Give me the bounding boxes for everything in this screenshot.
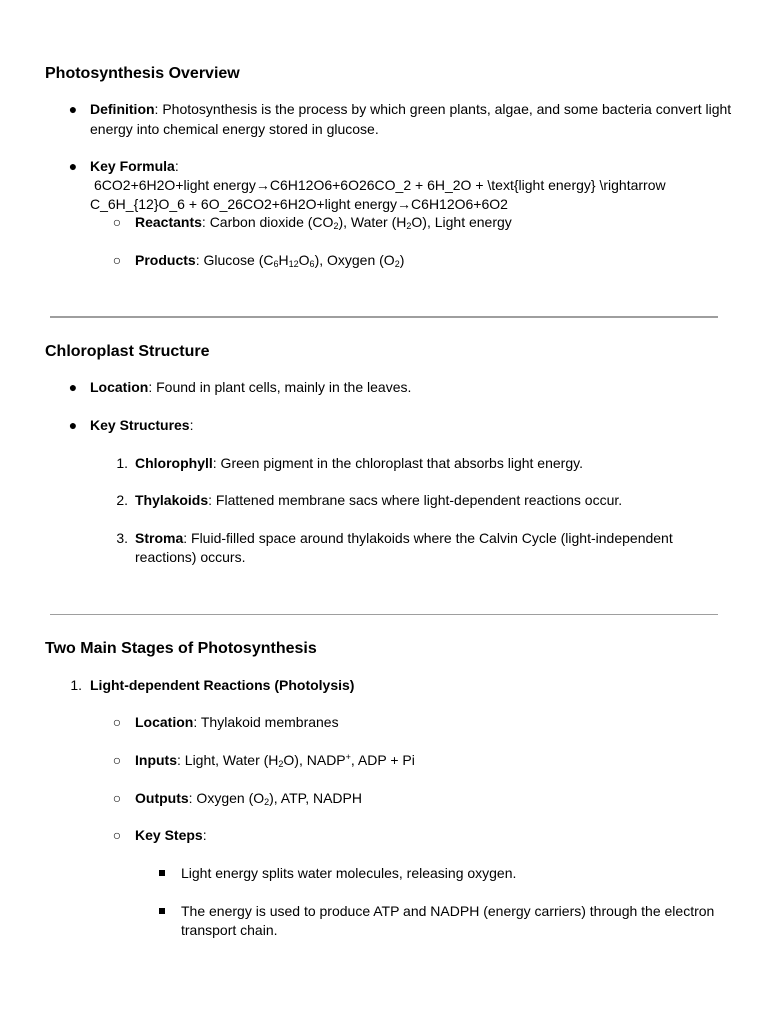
bullet-marker: ● bbox=[68, 417, 78, 433]
section-heading-chloroplast: Chloroplast Structure bbox=[45, 343, 210, 360]
circle-marker: ○ bbox=[112, 252, 122, 268]
location-label: Location bbox=[135, 714, 194, 730]
square-bullet-icon bbox=[159, 870, 165, 876]
definition-text: : Photosynthesis is the process by which green plants, algae, and some bacteria convert light bbox=[154, 101, 732, 117]
subscript: 2 bbox=[406, 221, 412, 231]
reactants-text: ), Water (H bbox=[338, 214, 407, 230]
key-formula-colon: : bbox=[174, 158, 179, 174]
stroma-label: Stroma bbox=[135, 530, 184, 546]
products-text: H bbox=[278, 252, 289, 268]
location-text: : Found in plant cells, mainly in the leaves. bbox=[148, 379, 412, 395]
products-label: Products bbox=[135, 252, 196, 268]
superscript: + bbox=[345, 752, 351, 762]
reactants-text: O), Light energy bbox=[411, 214, 512, 230]
thylakoids-item bbox=[135, 491, 622, 510]
reactants-item bbox=[135, 213, 512, 232]
inputs-text: , ADP + Pi bbox=[350, 752, 415, 768]
reactants-text: : Carbon dioxide (CO bbox=[201, 214, 334, 230]
subscript: 2 bbox=[264, 797, 270, 807]
step-item: Light energy splits water molecules, releasing oxygen. bbox=[181, 865, 517, 881]
list-number: 1. bbox=[116, 455, 128, 471]
subscript: 6 bbox=[309, 259, 315, 269]
circle-marker: ○ bbox=[112, 827, 122, 843]
stage1-title-text: Light-dependent Reactions (Photolysis) bbox=[90, 677, 355, 693]
inputs-label: Inputs bbox=[135, 752, 177, 768]
inputs-text: O), NADP bbox=[283, 752, 346, 768]
circle-marker: ○ bbox=[112, 790, 122, 806]
key-structures-label: Key Structures bbox=[90, 417, 190, 433]
subscript: 2 bbox=[394, 259, 400, 269]
products-text: : Glucose (C bbox=[195, 252, 274, 268]
key-formula-line2: C_6H_{12}O_6 + 6O_26CO2+6H2O+light energy→C6H12O6+6O2 bbox=[90, 196, 508, 212]
location-label: Location bbox=[90, 379, 149, 395]
products-text: ) bbox=[399, 252, 405, 268]
subscript: 2 bbox=[278, 759, 284, 769]
thylakoids-label: Thylakoids bbox=[135, 492, 209, 508]
stroma-text: : Fluid-filled space around thylakoids where the Calvin Cycle (light-independent bbox=[183, 530, 673, 546]
key-structures-item bbox=[90, 416, 193, 435]
outputs-text: ), ATP, NADPH bbox=[269, 790, 362, 806]
step-item-line2: transport chain. bbox=[181, 922, 278, 938]
section-divider bbox=[50, 614, 718, 615]
outputs-text: : Oxygen (O bbox=[188, 790, 265, 806]
list-number: 3. bbox=[116, 530, 128, 546]
stage1-title bbox=[90, 676, 354, 695]
bullet-marker: ● bbox=[68, 158, 78, 174]
key-formula-item bbox=[90, 157, 179, 176]
chlorophyll-text: : Green pigment in the chloroplast that absorbs light energy. bbox=[212, 455, 583, 471]
stage1-location-item bbox=[135, 713, 339, 732]
circle-marker: ○ bbox=[112, 752, 122, 768]
outputs-label: Outputs bbox=[135, 790, 189, 806]
inputs-text: : Light, Water (H bbox=[177, 752, 279, 768]
subscript: 2 bbox=[333, 221, 339, 231]
bullet-marker: ● bbox=[68, 379, 78, 395]
section-heading-stages: Two Main Stages of Photosynthesis bbox=[45, 640, 317, 657]
location-item bbox=[90, 378, 411, 397]
key-structures-colon: : bbox=[189, 417, 194, 433]
location-text: : Thylakoid membranes bbox=[193, 714, 339, 730]
reactants-label: Reactants bbox=[135, 214, 202, 230]
definition-item bbox=[90, 100, 731, 119]
key-steps-item bbox=[135, 826, 207, 845]
definition-item-line2: energy into chemical energy stored in glucose. bbox=[90, 121, 379, 137]
inputs-item bbox=[135, 751, 415, 770]
section-divider bbox=[50, 316, 718, 318]
list-number: 1. bbox=[70, 677, 82, 693]
square-bullet-icon bbox=[159, 908, 165, 914]
circle-marker: ○ bbox=[112, 714, 122, 730]
subscript: 6 bbox=[273, 259, 279, 269]
list-number: 2. bbox=[116, 492, 128, 508]
subscript: 12 bbox=[288, 259, 299, 269]
key-formula-label: Key Formula bbox=[90, 158, 175, 174]
definition-label: Definition bbox=[90, 101, 155, 117]
section-heading-overview: Photosynthesis Overview bbox=[45, 65, 240, 82]
products-text: ), Oxygen (O bbox=[314, 252, 395, 268]
key-steps-label: Key Steps bbox=[135, 827, 203, 843]
bullet-marker: ● bbox=[68, 101, 78, 117]
thylakoids-text: : Flattened membrane sacs where light-dependent reactions occur. bbox=[208, 492, 623, 508]
chlorophyll-label: Chlorophyll bbox=[135, 455, 213, 471]
key-formula-line1: 6CO2+6H2O+light energy→C6H12O6+6O26CO_2 + 6H_2O + \text{light energy} \rightarrow bbox=[94, 177, 666, 193]
circle-marker: ○ bbox=[112, 214, 122, 230]
chlorophyll-item bbox=[135, 454, 583, 473]
products-item bbox=[135, 251, 404, 270]
outputs-item bbox=[135, 789, 362, 808]
key-steps-colon: : bbox=[202, 827, 207, 843]
stroma-item bbox=[135, 529, 673, 548]
step-item: The energy is used to produce ATP and NADPH (energy carriers) through the electron bbox=[181, 903, 715, 919]
products-text: O bbox=[298, 252, 310, 268]
stroma-item-line2: reactions) occurs. bbox=[135, 549, 246, 565]
